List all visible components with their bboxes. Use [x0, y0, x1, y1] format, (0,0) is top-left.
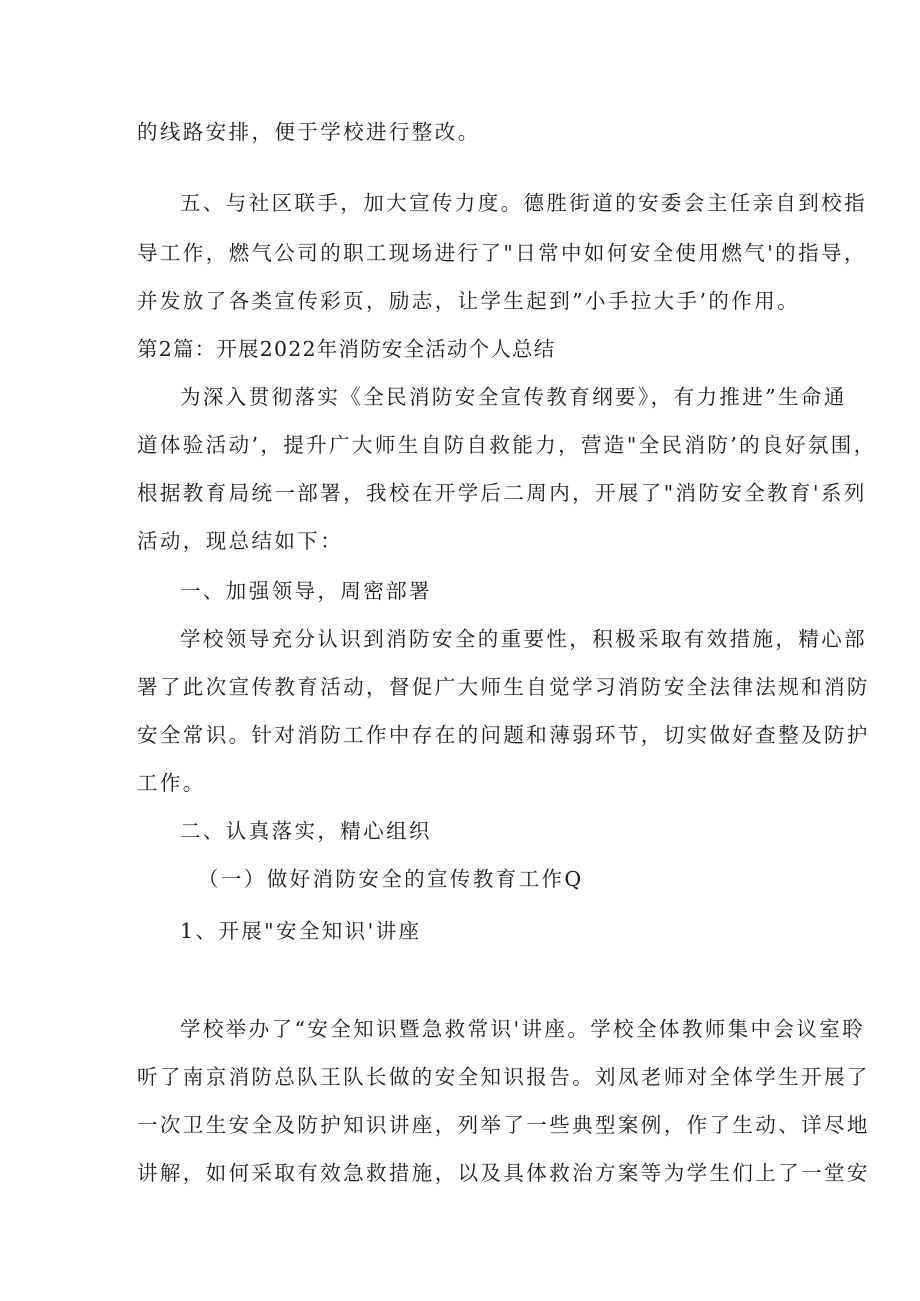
subheading: 二、认真落实，精心组织 — [180, 819, 432, 843]
paragraph-line: 道体验活动’，提升广大师生自防自救能力，营造"全民消防’的良好氛围， — [137, 433, 877, 457]
paragraph-line: 学校领导充分认识到消防安全的重要性，积极采取有效措施，精心部 — [180, 627, 867, 651]
paragraph-line: 的线路安排，便于学校进行整改。 — [137, 120, 481, 144]
paragraph-line: 为深入贯彻落实《全民消防安全宣传教育纲要》，有力推进”生命通 — [180, 385, 847, 409]
paragraph-line: 导工作，燃气公司的职工现场进行了"日常中如何安全使用燃气'的指导， — [137, 241, 867, 265]
paragraph-line: 讲解，如何采取有效急救措施，以及具体救治方案等为学生们上了一堂安 — [137, 1161, 870, 1185]
subheading: 1、开展"安全知识'讲座 — [180, 919, 422, 943]
section-heading: 第2篇：开展2022年消防安全活动个人总结 — [137, 337, 556, 361]
subheading: （一）做好消防安全的宣传教育工作Q — [198, 867, 584, 891]
paragraph-line: 根据教育局统一部署，我校在开学后二周内，开展了"消防安全教育'系列 — [137, 481, 867, 505]
paragraph-line: 五、与社区联手，加大宣传力度。德胜街道的安委会主任亲自到校指 — [180, 191, 867, 215]
subheading: 一、加强领导，周密部署 — [180, 579, 432, 603]
paragraph-line: 听了南京消防总队王队长做的安全知识报告。刘凤老师对全体学生开展了 — [137, 1065, 870, 1089]
paragraph-line: 一次卫生安全及防护知识讲座，列举了一些典型案例，作了生动、详尽地 — [137, 1113, 870, 1137]
paragraph-line: 并发放了各类宣传彩页，励志，让学生起到”小手拉大手’的作用。 — [137, 289, 800, 313]
paragraph-line: 工作。 — [137, 771, 206, 795]
paragraph-line: 活动，现总结如下： — [137, 529, 344, 553]
paragraph-line: 安全常识。针对消防工作中存在的问题和薄弱环节，切实做好查整及防护 — [137, 723, 870, 747]
paragraph-line: 署了此次宣传教育活动，督促广大师生自觉学习消防安全法律法规和消防 — [137, 675, 870, 699]
paragraph-line: 学校举办了“安全知识暨急救常识'讲座。学校全体教师集中会议室聆 — [180, 1017, 866, 1041]
